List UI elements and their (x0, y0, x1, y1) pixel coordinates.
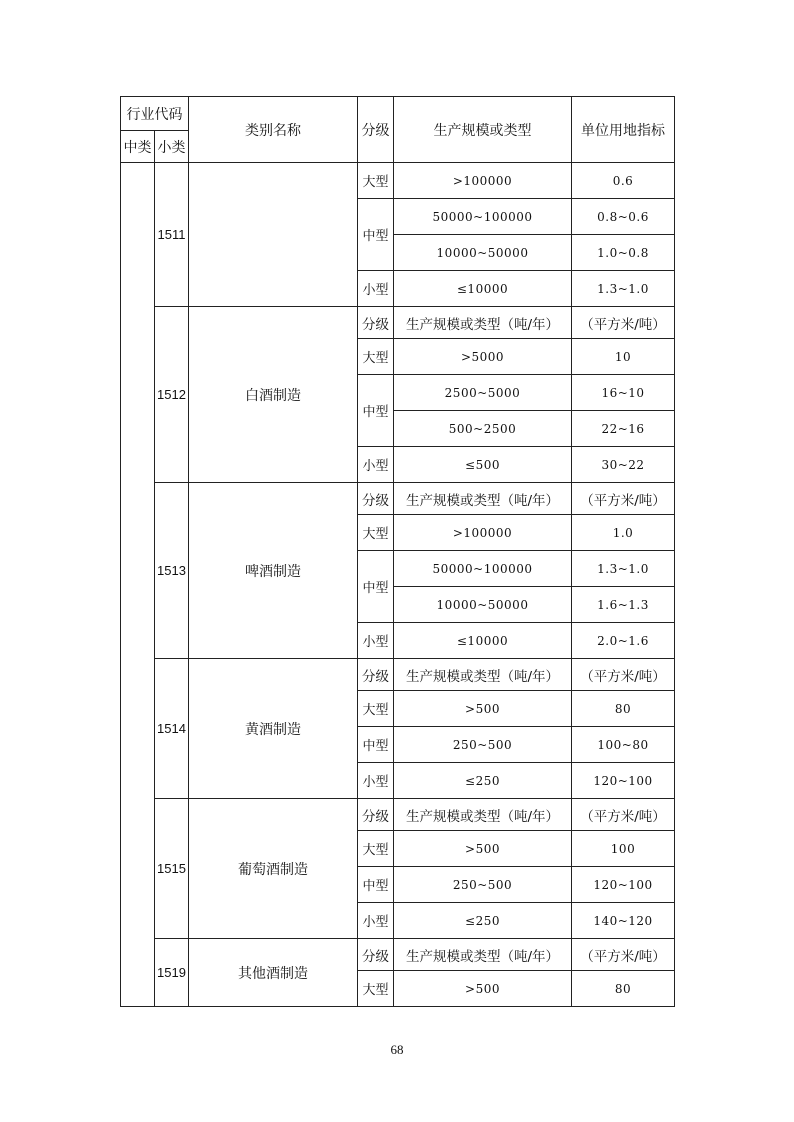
index-value: 1.0~0.8 (572, 235, 675, 271)
scale-value: 50000~100000 (394, 199, 572, 235)
header-land-index: 单位用地指标 (572, 97, 675, 163)
level-medium: 中型 (358, 727, 394, 763)
scale-value: >500 (394, 831, 572, 867)
scale-value: ≤10000 (394, 623, 572, 659)
index-value: 30~22 (572, 447, 675, 483)
subheader-unit: （平方米/吨） (572, 799, 675, 831)
land-use-index-table (120, 96, 675, 1007)
group-code-1511: 1511 (155, 163, 189, 307)
index-value: 1.0 (572, 515, 675, 551)
index-value: 80 (572, 691, 675, 727)
group-code-1519: 1519 (155, 939, 189, 1007)
level-medium: 中型 (358, 375, 394, 447)
level-small: 小型 (358, 763, 394, 799)
header-level: 分级 (358, 97, 394, 163)
index-value: 0.6 (572, 163, 675, 199)
index-value: 2.0~1.6 (572, 623, 675, 659)
level-large: 大型 (358, 163, 394, 199)
level-large: 大型 (358, 691, 394, 727)
scale-value: 250~500 (394, 867, 572, 903)
scale-value: >500 (394, 691, 572, 727)
index-value: 10 (572, 339, 675, 375)
header-scale-type: 生产规模或类型 (394, 97, 572, 163)
scale-value: 500~2500 (394, 411, 572, 447)
subheader-scale-type: 生产规模或类型（吨/年） (394, 659, 572, 691)
group-code-1515: 1515 (155, 799, 189, 939)
level-small: 小型 (358, 447, 394, 483)
group-name-1512: 白酒制造 (189, 307, 358, 483)
index-value: 16~10 (572, 375, 675, 411)
scale-value: >100000 (394, 515, 572, 551)
group-code-1512: 1512 (155, 307, 189, 483)
level-small: 小型 (358, 903, 394, 939)
subheader-level: 分级 (358, 659, 394, 691)
group-name-1515: 葡萄酒制造 (189, 799, 358, 939)
scale-value: ≤500 (394, 447, 572, 483)
subheader-scale-type: 生产规模或类型（吨/年） (394, 939, 572, 971)
subheader-scale-type: 生产规模或类型（吨/年） (394, 483, 572, 515)
scale-value: 2500~5000 (394, 375, 572, 411)
page-number: 68 (390, 1042, 404, 1057)
index-value: 0.8~0.6 (572, 199, 675, 235)
major-class-cell (121, 163, 155, 1007)
level-small: 小型 (358, 271, 394, 307)
subheader-unit: （平方米/吨） (572, 483, 675, 515)
subheader-level: 分级 (358, 483, 394, 515)
group-name-1513: 啤酒制造 (189, 483, 358, 659)
subheader-level: 分级 (358, 799, 394, 831)
index-value: 22~16 (572, 411, 675, 447)
index-value: 120~100 (572, 763, 675, 799)
level-large: 大型 (358, 831, 394, 867)
group-name-1514: 黄酒制造 (189, 659, 358, 799)
scale-value: ≤250 (394, 763, 572, 799)
subheader-scale-type: 生产规模或类型（吨/年） (394, 307, 572, 339)
index-value: 100~80 (572, 727, 675, 763)
group-code-1514: 1514 (155, 659, 189, 799)
subheader-level: 分级 (358, 939, 394, 971)
group-name-1519: 其他酒制造 (189, 939, 358, 1007)
index-value: 1.6~1.3 (572, 587, 675, 623)
scale-value: ≤250 (394, 903, 572, 939)
subheader-unit: （平方米/吨） (572, 659, 675, 691)
scale-value: 10000~50000 (394, 587, 572, 623)
scale-value: >100000 (394, 163, 572, 199)
index-value: 1.3~1.0 (572, 271, 675, 307)
index-value: 100 (572, 831, 675, 867)
level-medium: 中型 (358, 199, 394, 271)
level-small: 小型 (358, 623, 394, 659)
level-large: 大型 (358, 339, 394, 375)
scale-value: >5000 (394, 339, 572, 375)
level-medium: 中型 (358, 867, 394, 903)
level-medium: 中型 (358, 551, 394, 623)
level-large: 大型 (358, 971, 394, 1007)
group-name-1511 (189, 163, 358, 307)
level-large: 大型 (358, 515, 394, 551)
header-category-name: 类别名称 (189, 97, 358, 163)
index-value: 1.3~1.0 (572, 551, 675, 587)
scale-value: 10000~50000 (394, 235, 572, 271)
index-value: 120~100 (572, 867, 675, 903)
index-value: 140~120 (572, 903, 675, 939)
header-minor-class: 小类 (155, 131, 189, 163)
header-industry-code: 行业代码 (121, 97, 189, 131)
group-code-1513: 1513 (155, 483, 189, 659)
header-major-class: 中类 (121, 131, 155, 163)
subheader-level: 分级 (358, 307, 394, 339)
scale-value: 250~500 (394, 727, 572, 763)
scale-value: 50000~100000 (394, 551, 572, 587)
subheader-unit: （平方米/吨） (572, 307, 675, 339)
index-value: 80 (572, 971, 675, 1007)
subheader-scale-type: 生产规模或类型（吨/年） (394, 799, 572, 831)
subheader-unit: （平方米/吨） (572, 939, 675, 971)
scale-value: ≤10000 (394, 271, 572, 307)
scale-value: >500 (394, 971, 572, 1007)
